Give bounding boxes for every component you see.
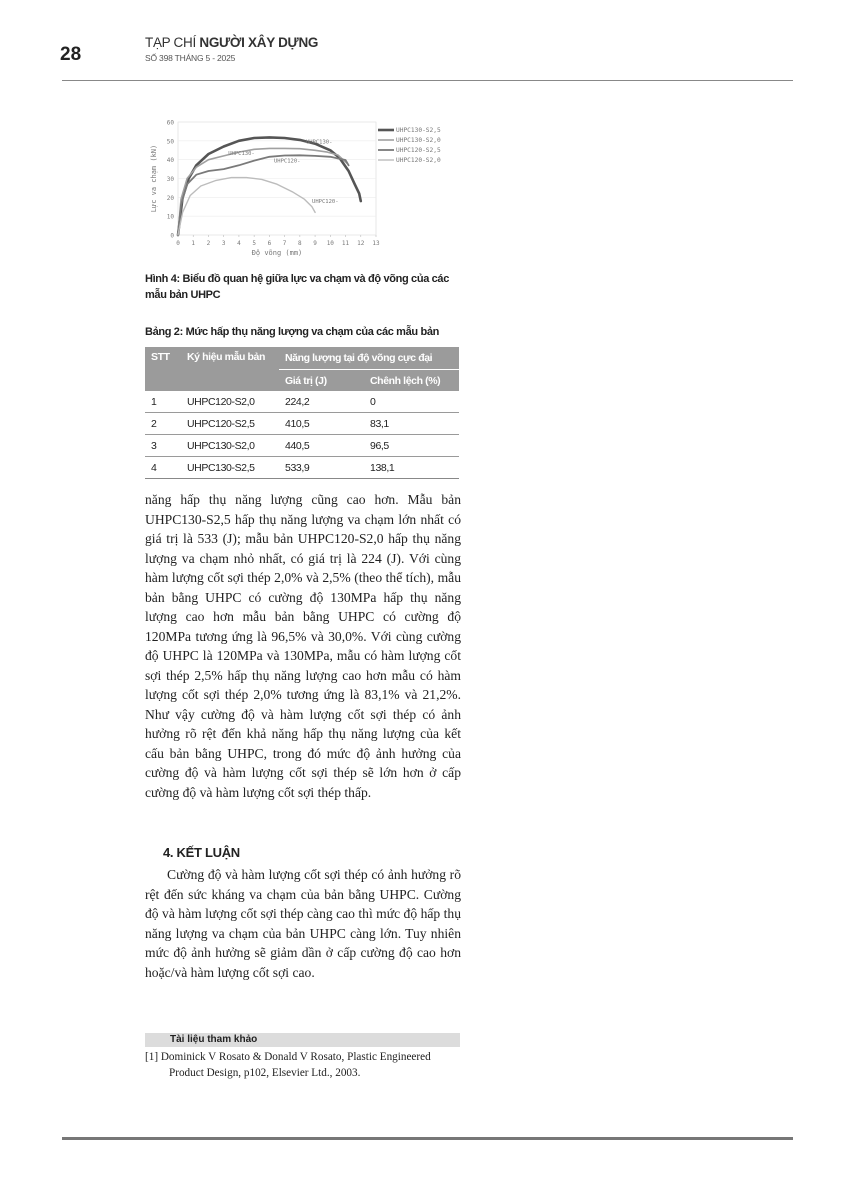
- y-tick-label: 20: [166, 194, 174, 202]
- header-stt: STT: [145, 347, 181, 391]
- x-tick-label: 11: [341, 240, 350, 247]
- table-row: [145, 391, 459, 413]
- x-tick-label: 8: [298, 240, 302, 247]
- references-heading: Tài liệu tham khảo: [170, 1034, 258, 1045]
- x-tick-label: 1: [191, 240, 196, 247]
- chart-series-group: [178, 137, 361, 235]
- series-line-2: [178, 148, 347, 235]
- cell-diff: 138,1: [364, 457, 459, 479]
- legend-label: UHPC130-S2,5: [396, 127, 441, 135]
- chart-annotations: [228, 140, 338, 205]
- x-tick-label: 7: [282, 240, 287, 247]
- cell-symbol: UHPC120-S2,5: [181, 413, 279, 435]
- reference-item: [1] Dominick V Rosato & Donald V Rosato, Plastic Engineered Product Design, p102, Elsevier Ltd., 2003.: [145, 1051, 431, 1079]
- legend-label: UHPC130-S2,0: [396, 137, 441, 145]
- cell-stt: 4: [145, 457, 181, 479]
- chart-legend: [378, 127, 441, 164]
- annotation-label: UHPC120-: [273, 158, 301, 165]
- header-diff: Chênh lệch (%): [364, 370, 459, 392]
- y-tick-label: 60: [166, 119, 174, 127]
- cell-symbol: UHPC130-S2,0: [181, 435, 279, 457]
- x-tick-label: 2: [206, 240, 211, 247]
- series-line-1: [178, 137, 361, 235]
- journal-title: [145, 35, 318, 50]
- header-symbol: Ký hiệu mẫu bản: [181, 347, 279, 391]
- journal-prefix: TẠP CHÍ: [145, 35, 200, 50]
- cell-value: 533,9: [279, 457, 364, 479]
- cell-symbol: UHPC120-S2,0: [181, 391, 279, 413]
- y-tick-label: 10: [166, 213, 174, 221]
- table-title: Bảng 2: Mức hấp thụ năng lượng va chạm của các mẫu bản: [145, 326, 439, 338]
- cell-stt: 1: [145, 391, 181, 413]
- issue-info: SỐ 398 THÁNG 5 - 2025: [145, 53, 236, 63]
- section-heading: 4. KẾT LUẬN: [163, 845, 240, 860]
- force-deflection-chart: [140, 108, 470, 263]
- table-row: [145, 457, 459, 479]
- conclusion-paragraph: Cường độ và hàm lượng cốt sợi thép có ảnh hưởng rõ rệt đến sức kháng va chạm của bản bằng UHPC. Cường độ và hàm lượng cốt sợi thép càng cao thì mức độ hấp thụ năng lượng va chạm của bản UHPC càng lớn. Tuy nhiên mức độ ảnh hưởng sẽ giảm dần ở cấp cường độ cao hơn hoặc/và hàm lượng cốt sợi cao.: [145, 867, 461, 980]
- x-tick-label: 5: [252, 240, 256, 247]
- page-number: 28: [60, 44, 82, 65]
- x-tick-label: 13: [372, 240, 380, 247]
- cell-diff: 96,5: [364, 435, 459, 457]
- energy-table: [145, 347, 459, 479]
- cell-value: 440,5: [279, 435, 364, 457]
- x-tick-label: 6: [267, 240, 272, 247]
- annotation-label: UHPC130-: [305, 139, 333, 146]
- cell-stt: 3: [145, 435, 181, 457]
- legend-label: UHPC120-S2,0: [396, 157, 441, 165]
- x-tick-label: 10: [326, 240, 334, 247]
- header-energy: Năng lượng tại độ võng cực đại: [279, 347, 459, 370]
- series-line-4: [178, 178, 315, 235]
- header-divider: [62, 80, 793, 81]
- footer-divider: [62, 1137, 793, 1140]
- journal-name: NGƯỜI XÂY DỰNG: [199, 35, 319, 50]
- cell-diff: 83,1: [364, 413, 459, 435]
- cell-symbol: UHPC130-S2,5: [181, 457, 279, 479]
- y-axis-label: Lực va chạm (kN): [150, 144, 158, 213]
- series-line-3: [178, 155, 349, 235]
- annotation-label: UHPC120-: [312, 198, 339, 205]
- cell-value: 224,2: [279, 391, 364, 413]
- y-tick-label: 0: [170, 232, 174, 240]
- x-tick-label: 0: [176, 240, 180, 247]
- y-tick-label: 40: [166, 157, 174, 165]
- figure-caption: Hình 4: Biểu đồ quan hệ giữa lực va chạm và độ võng của các mẫu bản UHPC: [145, 273, 449, 301]
- cell-stt: 2: [145, 413, 181, 435]
- x-tick-label: 4: [237, 240, 241, 247]
- x-axis-label: Độ võng (mm): [251, 249, 303, 257]
- body-paragraph: năng hấp thụ năng lượng cũng cao hơn. Mẫu bản UHPC130-S2,5 hấp thụ năng lượng va chạm lớn nhất có giá trị là 533 (J); mẫu bản UHPC120-S2,0 hấp thụ năng lượng va chạm nhỏ nhất, có giá trị là 224 (J). Với cùng hàm lượng cốt sợi thép 2,0% và 2,5% (theo thể tích), mẫu bản bằng UHPC có cường độ 130MPa hấp thụ năng lượng cao hơn mẫu bản bằng UHPC có cường độ 120MPa tương ứng là 96,5% và 30,0%. Với cùng cường độ UHPC là 120MPa và 130MPa, mẫu có hàm lượng cốt sợi thép 2,5% hấp thụ năng lượng cao hơn mẫu có hàm lượng cốt sợi thép 2,0% tương ứng là 83,1% và 21,2%. Như vậy cường độ và hàm lượng cốt sợi thép có ảnh hưởng rõ rệt đến khả năng hấp thụ năng lượng của kết cấu bản bằng UHPC, trong đó mức độ ảnh hưởng của cường độ và hàm lượng cốt sợi thép sẽ lớn hơn ở cấp cường độ và hàm lượng cốt sợi thép thấp.: [145, 492, 461, 800]
- cell-diff: 0: [364, 391, 459, 413]
- table-row: [145, 413, 459, 435]
- annotation-label: UHPC130-: [228, 150, 255, 157]
- y-tick-label: 30: [166, 176, 174, 183]
- x-tick-label: 9: [313, 240, 317, 247]
- y-tick-label: 50: [166, 138, 174, 146]
- legend-label: UHPC120-S2,5: [396, 147, 441, 155]
- table-row: [145, 435, 459, 457]
- chart-grid: [178, 122, 376, 237]
- cell-value: 410,5: [279, 413, 364, 435]
- x-tick-label: 12: [357, 240, 365, 247]
- table-header-row: [145, 347, 459, 370]
- x-tick-label: 3: [221, 240, 226, 247]
- header-value: Giá trị (J): [279, 370, 364, 392]
